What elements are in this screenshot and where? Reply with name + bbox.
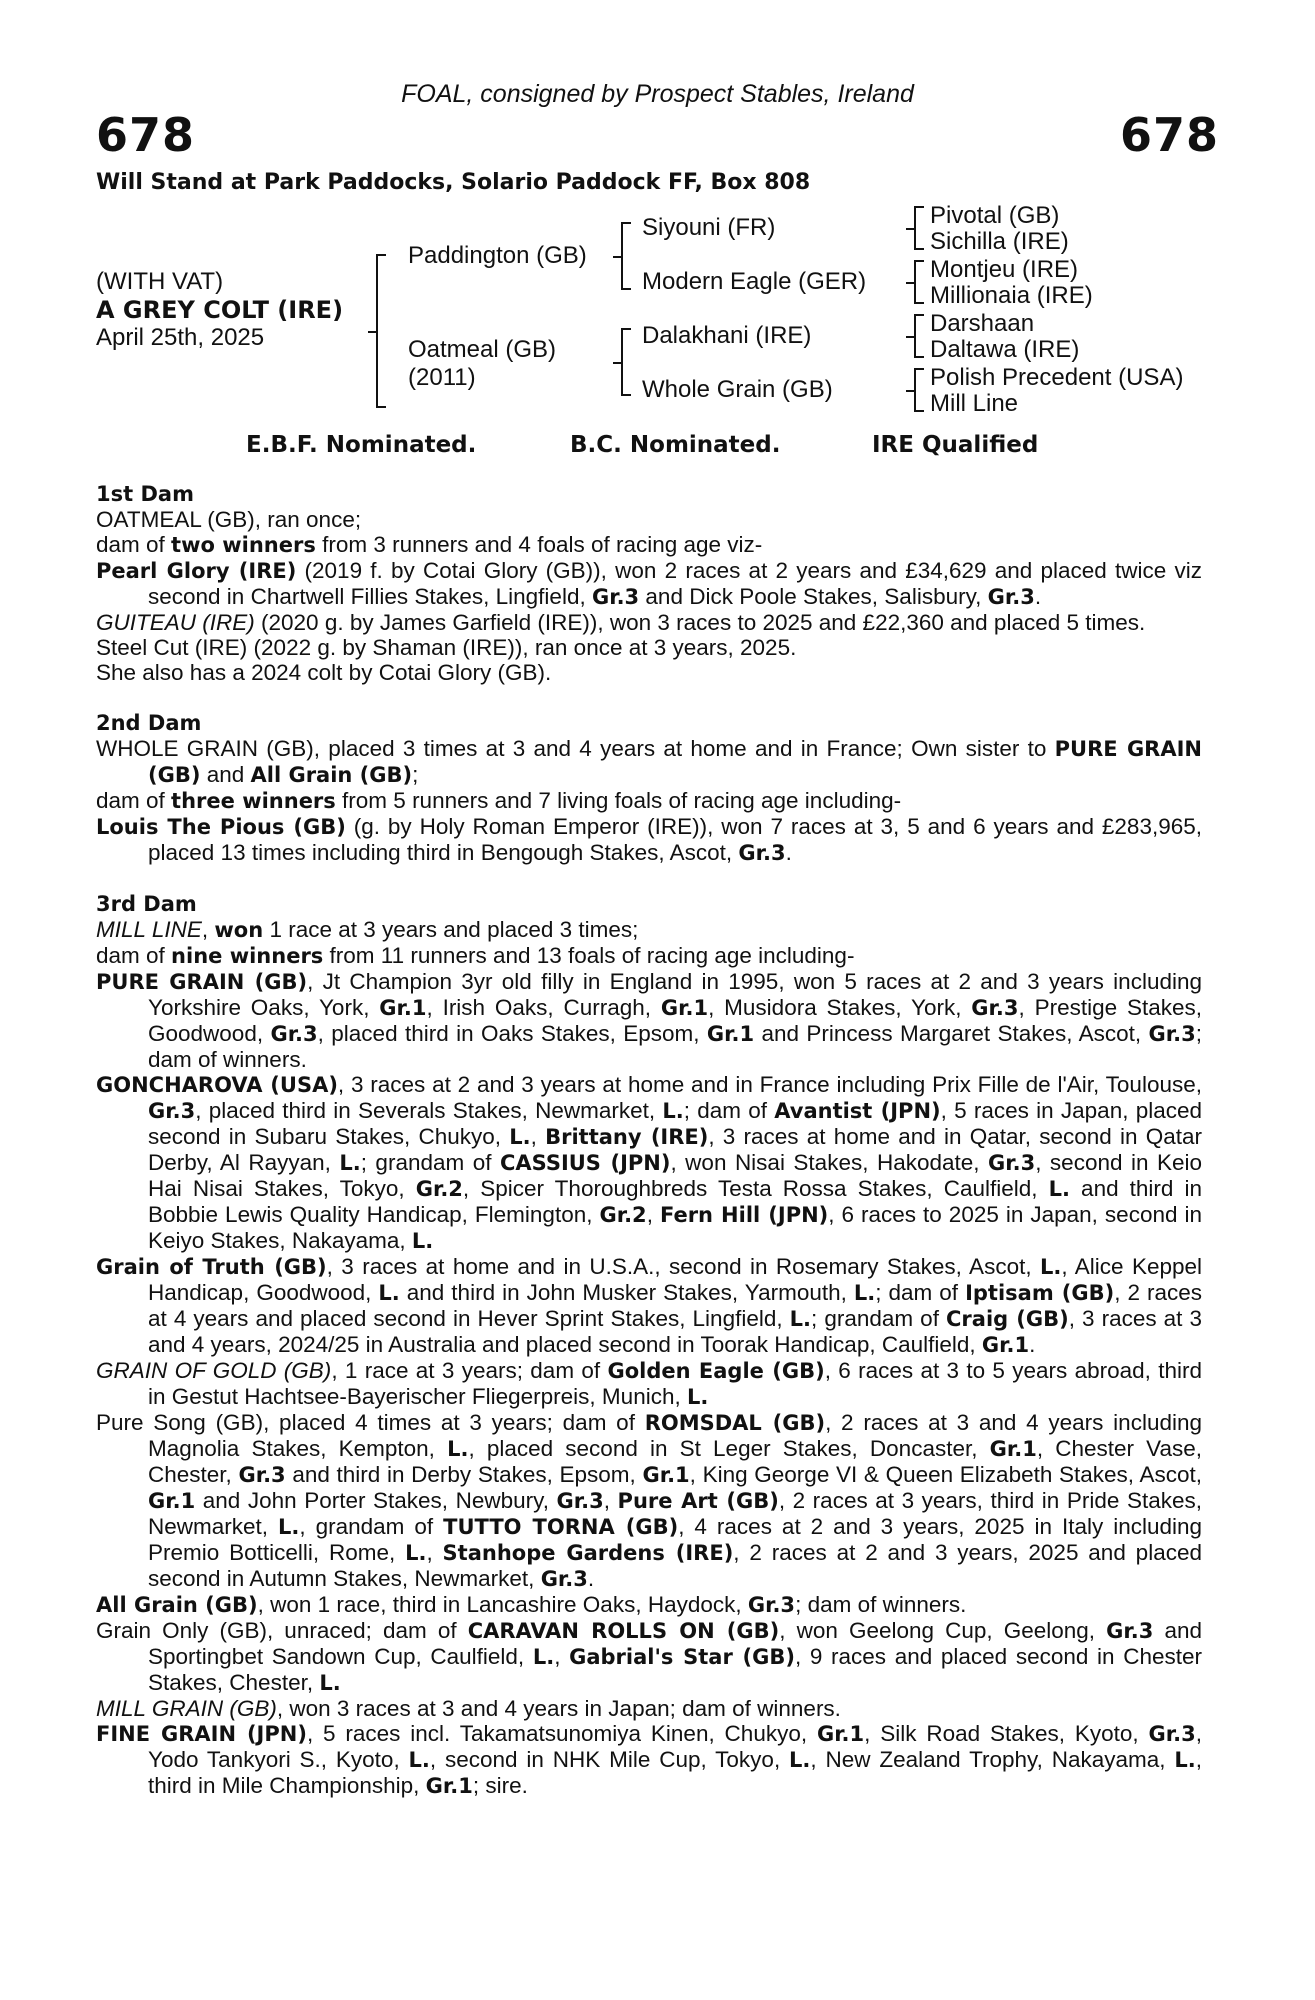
ped-dds: Polish Precedent (USA) [930,364,1184,391]
vat-note: (WITH VAT) [96,268,224,295]
produce-record: 1st Dam OATMEAL (GB), ran once; dam of two winners from 3 runners and 4 foals of racing age viz- Pearl Glory (IRE) (2019 f. by Cotai Glory (GB)), won 2 races at 2 years and £34,629 and placed twice viz second in Chartwell Fillies Stakes, Lingfield, Gr.3 and Dick Poole Stakes, Salisbury, Gr.3. GUITEAU (IRE) (2020 g. by James Garfield (IRE)), won 3 races to 2025 and £22,360 and placed 5 times. Steel Cut (IRE) (2022 g. by Shaman (IRE)), ran once at 3 years, 2025. She also has a 2024 colt by Cotai Glory (GB). 2nd Dam WHOLE GRAIN (GB), placed 3 times at 3 and 4 years at home and in France; Own sister to PURE GRAIN (GB) and All Grain (GB); dam of three winners from 5 runners and 7 living foals of racing age including- Louis The Pious (GB) (g. by Holy Roman Emperor (IRE)), won 7 races at 3, 5 and 6 years and £283,965, placed 13 times including third in Bengough Stakes, Ascot, Gr.3. 3rd Dam MILL LINE, won 1 race at 3 years and placed 3 times; dam of nine winners from 11 runners and 13 foals of racing age including- PURE GRAIN (GB), Jt Champion 3yr old filly in England in 1995, won 5 races at 2 and 3 years including Yorkshire Oaks, York, Gr.1, Irish Oaks, Curragh, Gr.1, Musidora Stakes, York, Gr.3, Prestige Stakes, Goodwood, Gr.3, placed third in Oaks Stakes, Epsom, Gr.1 and Princess Margaret Stakes, Ascot, Gr.3; dam of winners. GONCHAROVA (USA), 3 races at 2 and 3 years at home and in France including Prix Fille de l'Air, Toulouse, Gr.3, placed third in Severals Stakes, Newmarket, L.; dam of Avantist (JPN), 5 races in Japan, placed second in Subaru Stakes, Chukyo, L., Brittany (IRE), 3 races at home and in Qatar, second in Qatar Derby, Al Rayyan, L.; grandam of CASSIUS (JPN), won Nisai Stakes, Hakodate, Gr.3, second in Keio Hai Nisai Stakes, Tokyo, Gr.2, Spicer Thoroughbreds Testa Rossa Stakes, Caulfield, L. and third in Bobbie Lewis Quality Handicap, Flemington, Gr.2, Fern Hill (JPN), 6 races to 2025 in Japan, second in Keiyo Stakes, Nakayama, L. Grain of Truth (GB), 3 races at home and in U.S.A., second in Rosemary Stakes, Ascot, L., Alice Keppel Handicap, Goodwood, L. and third in John Musker Stakes, Yarmouth, L.; dam of Iptisam (GB), 2 races at 4 years and placed second in Hever Sprint Stakes, Lingfield, L.; grandam of Craig (GB), 3 races at 3 and 4 years, 2024/25 in Australia and placed second in Toorak Handicap, Caulfield, Gr.1. GRAIN OF GOLD (GB), 1 race at 3 years; dam of Golden Eagle (GB), 6 races at 3 to 5 years abroad, third in Gestut Hachtsee-Bayerischer Fliegerpreis, Munich, L. Pure Song (GB), placed 4 times at 3 years; dam of ROMSDAL (GB), 2 races at 3 and 4 years including Magnolia Stakes, Kempton, L., placed second in St Leger Stakes, Doncaster, Gr.1, Chester Vase, Chester, Gr.3 and third in Derby Stakes, Epsom, Gr.1, King George VI & Queen Elizabeth Stakes, Ascot, Gr.1 and John Porter Stakes, Newbury, Gr.3, Pure Art (GB), 2 races at 3 years, third in Pride Stakes, Newmarket, L., grandam of TUTTO TORNA (GB), 4 races at 2 and 3 years, 2025 in Italy including Premio Botticelli, Rome, L., Stanhope Gardens (IRE), 2 races at 2 and 3 years, 2025 and placed second in Autumn Stakes, Newmarket, Gr.3. All Grain (GB), won 1 race, third in Lancashire Oaks, Haydock, Gr.3; dam of winners. Grain Only (GB), unraced; dam of CARAVAN ROLLS ON (GB), won Geelong Cup, Geelong, Gr.3 and Sportingbet Sandown Cup, Caulfield, L., Gabrial's Star (GB), 9 races and placed second in Chester Stakes, Chester, L. MILL GRAIN (GB), won 3 races at 3 and 4 years in Japan; dam of winners. FINE GRAIN (JPN), 5 races incl. Takamatsunomiya Kinen, Chukyo, Gr.1, Silk Road Stakes, Kyoto, Gr.3, Yodo Tankyori S., Kyoto, L., second in NHK Mile Cup, Tokyo, L., New Zealand Trophy, Nakayama, L., third in Mile Championship, Gr.1; sire. [96,482,1203,1798]
ped-sdd: Millionaia (IRE) [930,282,1093,309]
sire-sire: Siyouni (FR) [642,214,776,241]
dam-name: Oatmeal (GB) [408,336,557,363]
lot-number-left: 678 [96,108,196,162]
bc-nomination: B.C. Nominated. [570,432,781,458]
sire-dam: Modern Eagle (GER) [642,268,867,295]
third-dam-heading: 3rd Dam [96,892,197,916]
first-dam-heading: 1st Dam [96,482,194,506]
brace-dd [914,368,924,412]
ped-ddd: Mill Line [930,390,1019,417]
ped-dsd: Daltawa (IRE) [930,336,1080,363]
lot-number-right: 678 [1120,108,1220,162]
sire-name: Paddington (GB) [408,242,587,269]
lot-subject: A GREY COLT (IRE) [96,296,344,324]
stand-location: Will Stand at Park Paddocks, Solario Paddock FF, Box 808 [96,170,811,195]
dam-sire: Dalakhani (IRE) [642,322,812,349]
brace-sire [621,222,631,290]
ire-qualified: IRE Qualified [872,432,1039,458]
brace-ss [914,206,924,250]
brace-subject [376,254,386,408]
ped-dss: Darshaan [930,310,1035,337]
dam-year: (2011) [408,364,476,391]
foaling-date: April 25th, 2025 [96,324,265,351]
ped-ssd: Sichilla (IRE) [930,228,1069,255]
brace-sd [914,260,924,304]
ebf-nomination: E.B.F. Nominated. [246,432,477,458]
second-dam-heading: 2nd Dam [96,711,202,735]
first-dam-text: OATMEAL (GB), ran once; [96,507,362,532]
brace-ds [914,314,924,358]
ped-sds: Montjeu (IRE) [930,256,1079,283]
dam-dam: Whole Grain (GB) [642,376,833,403]
consignment-line: FOAL, consigned by Prospect Stables, Ireland [401,80,914,108]
ped-sss: Pivotal (GB) [930,202,1060,229]
brace-dam [621,328,631,396]
